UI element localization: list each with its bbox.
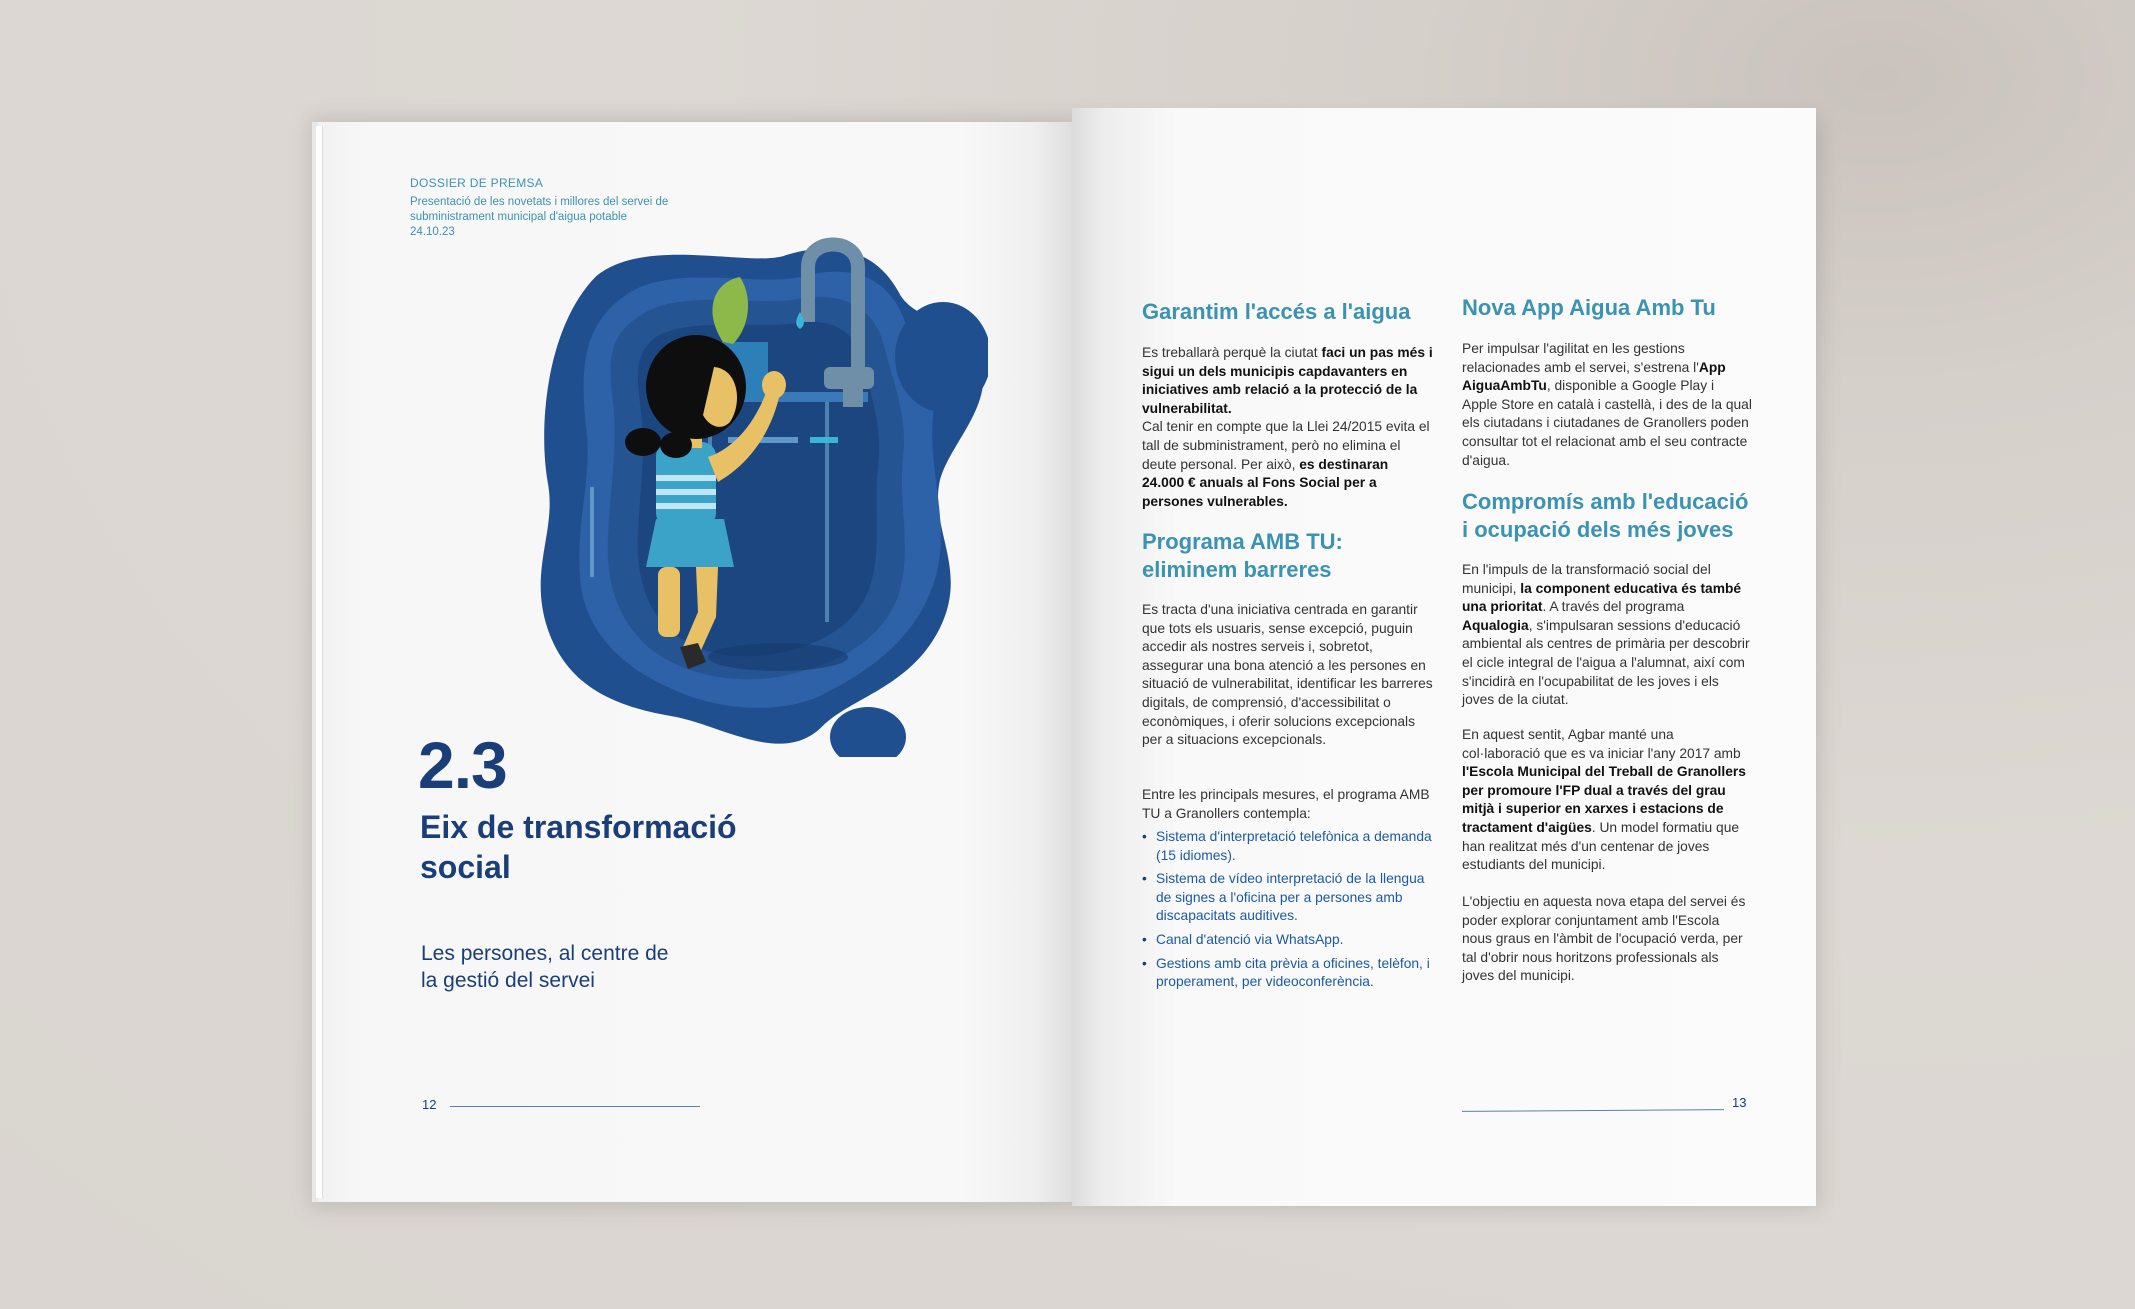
right-page	[1072, 108, 1816, 1206]
section-subtitle: Les persones, al centre de la gestió del servei	[421, 942, 669, 992]
heading-access-water: Garantim l'accés a l'aigua	[1142, 299, 1411, 324]
header-subtitle-text: Presentació de les novetats i millores del servei de subministrament municipal d'aigua potable	[410, 196, 669, 223]
text-bold: App AiguaAmbTu	[1462, 359, 1726, 394]
page-edge	[316, 126, 323, 1198]
heading-new-app: Nova App Aigua Amb Tu	[1462, 295, 1716, 320]
left-page	[312, 122, 1072, 1202]
text-span: . Un model formatiu que han realitzat més d'un centenar de joves estudiants del municipi.	[1462, 819, 1740, 873]
paragraph-objective: L'objectiu en aquesta nova etapa del servei és poder explorar conjuntament amb l'Escola nous graus en l'àmbit de l'ocupació verda, per tal d'obrir nous horitzons professionals als joves del municipi.	[1462, 894, 1746, 984]
page-number-right: 13	[1732, 1095, 1747, 1110]
text-bold: Aqualogia	[1462, 617, 1529, 633]
text-span: Es treballarà perquè la ciutat	[1142, 345, 1322, 360]
text-span: , s'impulsaran sessions d'educació ambiental als centres de primària per descobrir el cicle integral de l'aigua a l'alumnat, així com s'incidirà en l'ocupabilitat de les joves i els joves de la ciutat.	[1462, 617, 1750, 708]
text-span: En aquest sentit, Agbar manté una col·laboració que es va iniciar l'any 2017 amb	[1462, 727, 1741, 761]
text-bold: la component educativa és també una prioritat	[1462, 580, 1742, 615]
list-item: • Sistema de vídeo interpretació de la llengua de signes a l'oficina per a persones amb discapacitats auditives.	[1142, 870, 1434, 926]
paragraph-education	[1462, 561, 1752, 710]
text-span: . A través del programa	[1542, 599, 1685, 615]
paragraph-measures: Entre les principals mesures, el programa AMB TU a Granollers contempla:	[1142, 787, 1430, 821]
text-bold: l'Escola Municipal del Treball de Granollers per promoure l'FP dual a través del grau mitjà i superior en xarxes i estacions de tractament d'aigües	[1462, 764, 1746, 835]
text-span: Cal tenir en compte que la Llei 24/2015 evita el tall de subministrament, però no elimina el deute personal. Per això,	[1142, 419, 1430, 472]
paragraph-agbar	[1462, 726, 1752, 875]
text-span: , disponible a Google Play i Apple Store en català i castellà, i des de la qual els ciutadans i ciutadanes de Granollers poden consultar tot el relacionat amb el seu contracte d'aigua.	[1462, 378, 1752, 468]
girl-illustration	[538, 217, 988, 757]
dossier-label: DOSSIER DE PREMSA	[410, 176, 544, 190]
footer-rule-right	[1462, 1109, 1724, 1112]
text-span: Per impulsar l'agilitat en les gestions relacionades amb el servei, s'estrena l'	[1462, 341, 1699, 375]
footer-rule-left	[450, 1106, 700, 1107]
paragraph-access-water	[1142, 344, 1434, 511]
section-number: 2.3	[418, 728, 507, 802]
text-bold: es destinaran 24.000 € anuals al Fons Social per a persones vulnerables.	[1142, 456, 1389, 509]
text-span: En l'impuls de la transformació social del municipi,	[1462, 562, 1711, 596]
paragraph-program: Es tracta d'una iniciativa centrada en garantir que tots els usuaris, sense excepció, puguin accedir als nostres serveis i, sobretot, assegurar una bona atenció a les persones en situació de vulnerabilitat, identificar les barreres digitals, de comprensió, d'accessibilitat o econòmiques, i oferir solucions excepcionals per a situacions excepcionals.	[1142, 602, 1433, 748]
section-title: Eix de transformació social	[420, 809, 737, 885]
paragraph-new-app	[1462, 340, 1752, 470]
list-item: • Canal d'atenció via WhatsApp.	[1142, 931, 1434, 950]
page-number-left: 12	[422, 1097, 437, 1112]
list-item: • Sistema d'interpretació telefònica a demanda (15 idiomes).	[1142, 828, 1434, 865]
text-bold: faci un pas més i sigui un dels municipis capdavanters en iniciatives amb relació a la protecció de la vulnerabilitat.	[1142, 345, 1433, 416]
heading-program-amb-tu: Programa AMB TU: eliminem barreres	[1142, 529, 1343, 582]
measures-list	[1142, 828, 1434, 997]
header-date: 24.10.23	[410, 226, 455, 238]
list-item: • Gestions amb cita prèvia a oficines, telèfon, i properament, per videoconferència.	[1142, 955, 1434, 992]
heading-education: Compromís amb l'educació i ocupació dels més joves	[1462, 489, 1749, 542]
